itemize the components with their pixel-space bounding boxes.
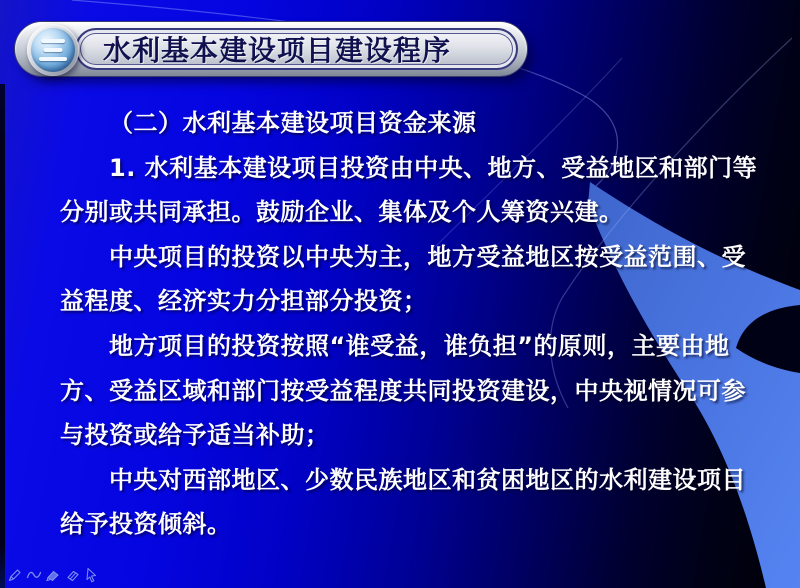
slide-body	[60, 101, 758, 547]
body-line: 益程度、经济实力分担部分投资；	[60, 287, 428, 316]
body-line: 中央对西部地区、少数民族地区和贫困地区的水利建设项目	[109, 465, 746, 494]
badge-stroke	[39, 57, 67, 61]
eraser-tool-icon[interactable]	[64, 567, 80, 583]
freeform-draw-tool-icon[interactable]	[26, 567, 42, 583]
slide-title: 水利基本建设项目建设程序	[103, 34, 452, 67]
body-line: 方、受益区域和部门按受益程度共同投资建设，中央视情况可参	[60, 376, 746, 405]
left-edge-shadow	[0, 84, 5, 588]
body-line: 给予投资倾斜。	[60, 510, 232, 539]
pointer-tool-icon[interactable]	[83, 567, 99, 583]
badge-stroke	[44, 48, 63, 52]
title-capsule	[15, 22, 527, 76]
body-line: 1. 水利基本建设项目投资由中央、地方、受益地区和部门等	[109, 153, 758, 182]
body-line: 与投资或给予适当补助；	[60, 421, 330, 450]
annotation-toolbar	[7, 567, 99, 583]
body-line: 地方项目的投资按照“谁受益，谁负担”的原则，主要由地	[109, 331, 730, 360]
body-line: 分别或共同承担。鼓励企业、集体及个人筹资兴建。	[60, 198, 624, 227]
section-number-icon	[31, 28, 75, 72]
highlighter-tool-icon[interactable]	[45, 567, 61, 583]
body-line: 中央项目的投资以中央为主，地方受益地区按受益范围、受	[109, 242, 746, 271]
body-line: （二）水利基本建设项目资金来源	[109, 109, 477, 137]
title-plate	[75, 28, 518, 70]
section-badge	[27, 24, 79, 76]
pen-tool-icon[interactable]	[7, 567, 23, 583]
badge-stroke	[41, 39, 65, 43]
